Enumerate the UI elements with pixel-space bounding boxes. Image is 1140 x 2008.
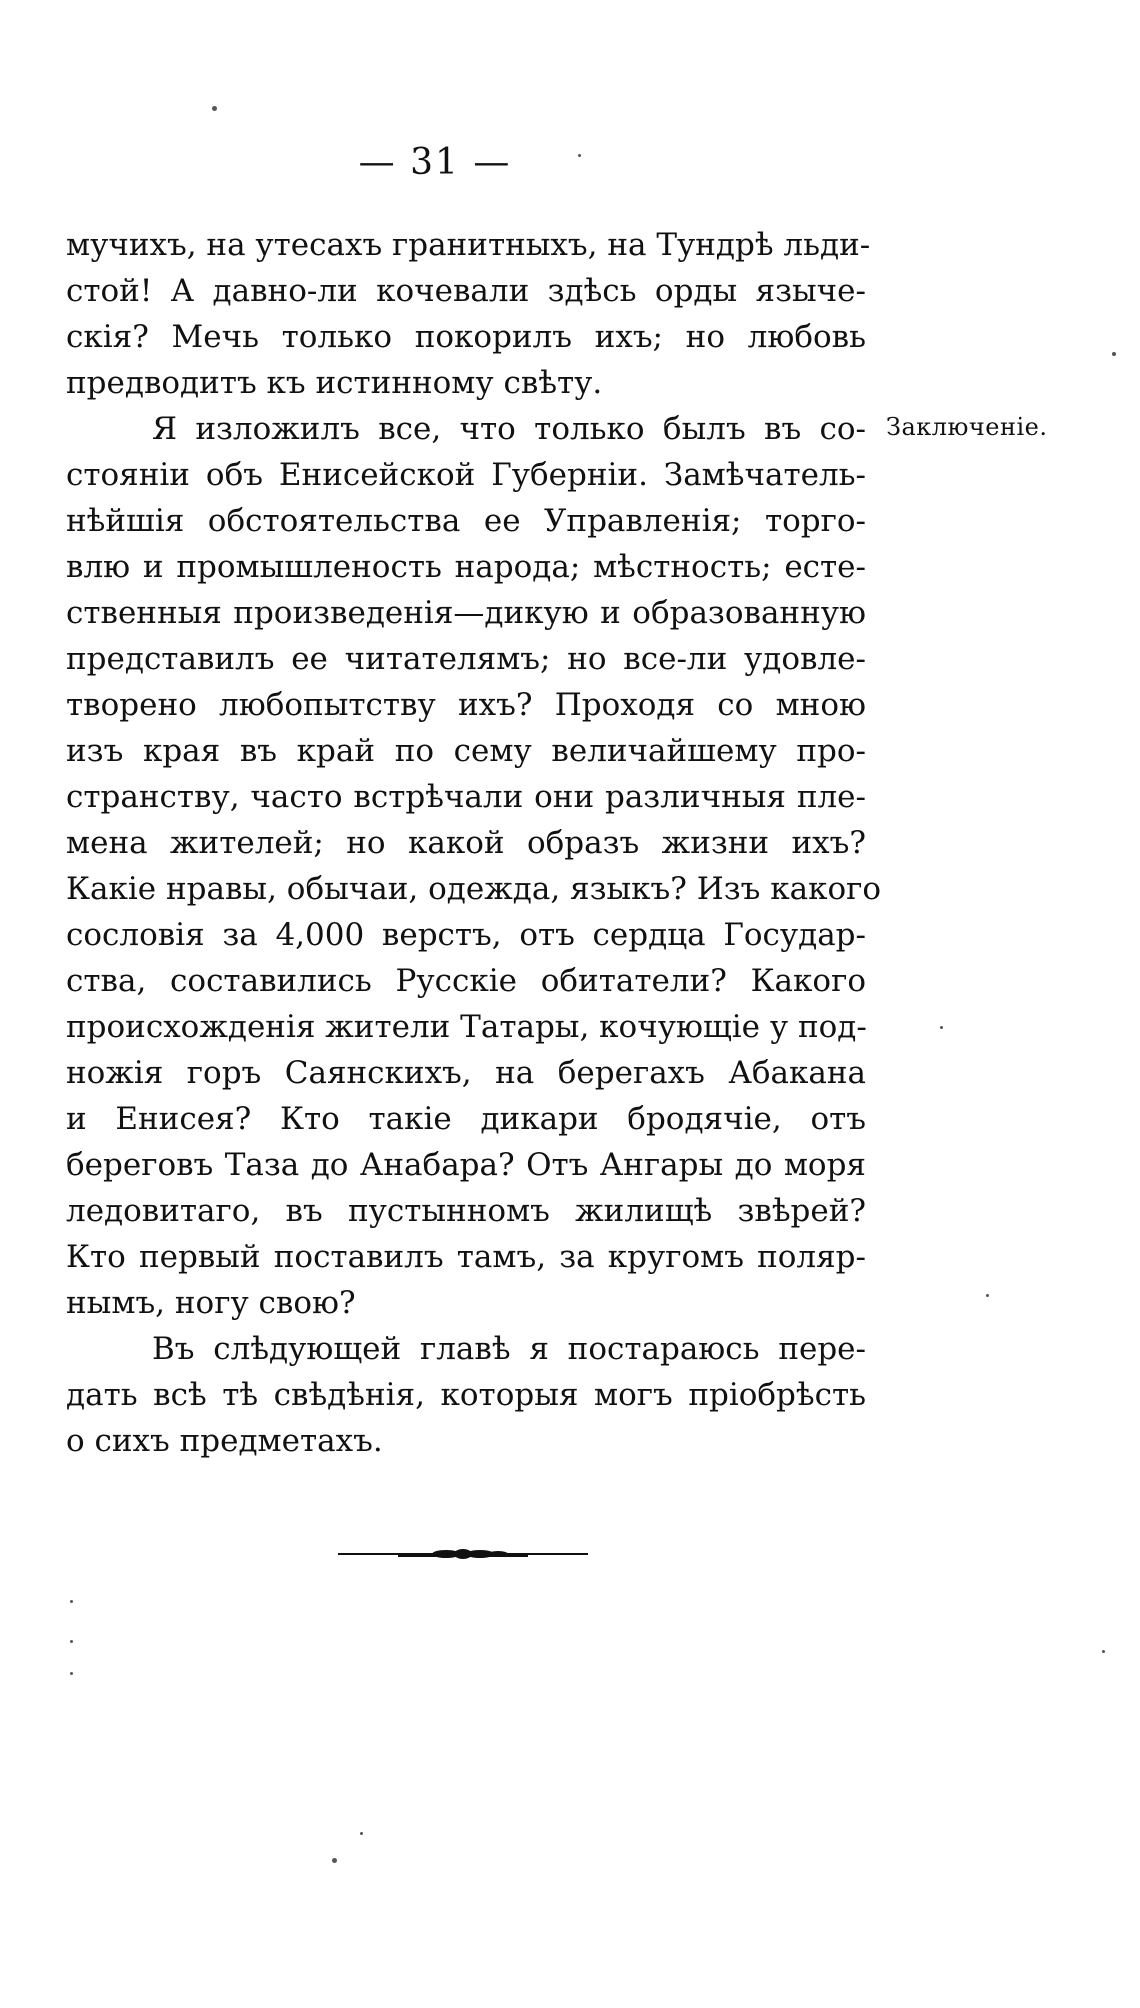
text-line: ственныя произведенія—дикую и образованную (66, 595, 866, 631)
text-line: Кто первый поставилъ тамъ, за кругомъ поляр- (66, 1239, 866, 1275)
text-line: ледовитаго, въ пустынномъ жилищѣ звѣрей? (66, 1193, 866, 1229)
scan-speck (70, 1600, 73, 1603)
scan-speck (70, 1640, 73, 1643)
text-line: творено любопытству ихъ? Проходя со мною (66, 687, 866, 723)
text-line: влю и промышленость народа; мѣстность; есте- (66, 549, 866, 585)
scan-speck (1102, 1650, 1105, 1653)
text-line: ства, составились Русскіе обитатели? Какого (66, 963, 866, 999)
scan-speck (332, 1858, 337, 1863)
scan-speck (986, 1294, 989, 1297)
scan-speck (578, 154, 581, 157)
page-number: — 31 — (358, 142, 512, 183)
text-line: Какіе нравы, обычаи, одежда, языкъ? Изъ какого (66, 871, 882, 907)
text-line: мучихъ, на утесахъ гранитныхъ, на Тундрѣ льди- (66, 227, 871, 263)
text-line: нымъ, ногу свою? (66, 1285, 356, 1321)
text-line: Я изложилъ все, что только былъ въ со- (152, 411, 866, 447)
margin-note: Заключеніе. (886, 413, 1048, 441)
scan-speck (212, 106, 217, 111)
text-line: странству, часто встрѣчали они различныя пле- (66, 779, 866, 815)
scan-speck (1112, 352, 1116, 356)
text-line: стой! А давно-ли кочевали здѣсь орды языче- (66, 273, 866, 309)
text-line: скія? Мечь только покорилъ ихъ; но любовь (66, 319, 866, 355)
text-line: изъ края въ край по сему величайшему про- (66, 733, 866, 769)
scan-speck (940, 1026, 943, 1029)
text-line: береговъ Таза до Анабара? Отъ Ангары до моря (66, 1147, 866, 1183)
text-line: представилъ ее читателямъ; но все-ли удовле- (66, 641, 866, 677)
section-end-ornament (338, 1546, 588, 1562)
text-line: происхожденія жители Татары, кочующіе у под- (66, 1009, 867, 1045)
text-line: о сихъ предметахъ. (66, 1423, 383, 1459)
text-line: сословія за 4,000 верстъ, отъ сердца Государ- (66, 917, 866, 953)
text-line: ножія горъ Саянскихъ, на берегахъ Абакана (66, 1055, 866, 1091)
text-line: стояніи объ Енисейской Губерніи. Замѣчатель- (66, 457, 866, 493)
scan-speck (70, 1672, 73, 1675)
body-text (66, 222, 882, 1464)
text-line: нѣйшія обстоятельства ее Управленія; торго- (66, 503, 866, 539)
text-line: предводитъ къ истинному свѣту. (66, 365, 603, 401)
text-line: мена жителей; но какой образъ жизни ихъ? (66, 825, 866, 861)
text-line: Въ слѣдующей главѣ я постараюсь пере- (152, 1331, 866, 1367)
text-line: и Енисея? Кто такіе дикари бродячіе, отъ (66, 1101, 866, 1137)
text-line: дать всѣ тѣ свѣдѣнія, которыя могъ пріобрѣсть (66, 1377, 866, 1413)
scan-speck (360, 1832, 363, 1835)
